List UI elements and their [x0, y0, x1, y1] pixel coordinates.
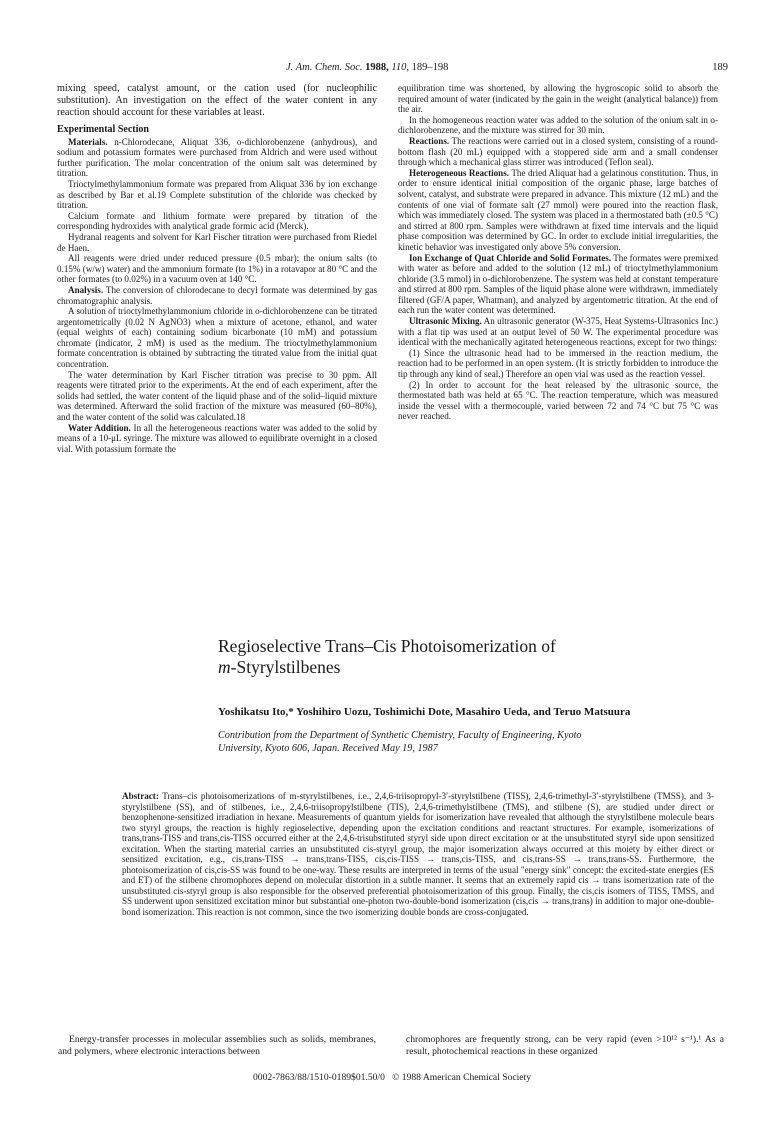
- title-line-2: [218, 657, 718, 678]
- paragraph: The water determination by Karl Fischer titration was precise to 30 ppm. All reagents were titrated prior to the experiments. At the end of each experiment, after the solids had settled, the water content of the liquid phase and of the solid–liquid mixture was determined. Afterward the solid fraction of the mixture was measured (60–80%), and the water content of the solid was calculated.18: [57, 369, 377, 423]
- journal-pages: 189–198: [411, 62, 449, 73]
- abstract-label: Abstract:: [122, 791, 159, 801]
- paragraph-materials: [57, 137, 377, 179]
- paragraph: In the homogeneous reaction water was added to the solution of the onium salt in o-dichlorobenzene, and the mixture was stirred for 30 min.: [398, 114, 718, 136]
- footer-copyright: © 1988 American Chemical Society: [392, 1072, 532, 1083]
- abstract: [122, 791, 714, 918]
- lead-paragraph: mixing speed, catalyst amount, or the cation used (for nucleophilic substitution). An investigation on the effect of the water content in any reaction should account for these variables at least.: [57, 83, 377, 118]
- affiliation: [218, 730, 698, 755]
- paragraph-text: n-Chlorodecane, Aliquat 336, o-dichlorobenzene (anhydrous), and sodium and potassium formates were purchased from Aldrich and were used without further purification. The molar concentration of the onium salt was determined by titration.: [57, 136, 377, 179]
- run-in-heading: Reactions.: [409, 135, 450, 146]
- run-in-heading: Ultrasonic Mixing.: [409, 316, 482, 327]
- paragraph: (2) In order to account for the heat released by the ultrasonic source, the thermostated bath was held at 65 °C. The reaction temperature, which was measured inside the vessel with a thermocouple, varied between 72 and 74 °C but 75 °C was never reached.: [398, 379, 718, 422]
- page-number: 189: [712, 62, 728, 73]
- title-line-1: Regioselective Trans–Cis Photoisomerization of: [218, 636, 556, 656]
- right-column: [398, 83, 718, 422]
- run-in-heading: Water Addition.: [68, 422, 131, 433]
- run-in-heading: Heterogeneous Reactions.: [409, 167, 510, 178]
- run-in-heading: Analysis.: [68, 284, 104, 295]
- article-title: [218, 636, 718, 678]
- paragraph: All reagents were dried under reduced pressure (0.5 mbar): the onium salts (to 0.15% (w/w) water) and the ammonium formate (to 1%) in a rotavapor at 80 °C and the other formates (to 0.02%) in a vacuum oven at 140 °C.: [57, 253, 377, 285]
- run-in-heading: Materials.: [68, 136, 108, 147]
- journal-reference: [286, 62, 448, 73]
- paragraph: Trioctylmethylammonium formate was prepared from Aliquat 336 by ion exchange as described by Bar et al.19 Complete substitution of the chloride was checked by titration.: [57, 178, 377, 211]
- section-heading: Experimental Section: [57, 124, 149, 135]
- journal-volume: 110,: [391, 62, 409, 73]
- abstract-text: Trans–cis photoisomerizations of m-styrylstilbenes, i.e., 2,4,6-triisopropyl-3′-styrylstilbene (TISS), 2,4,6-trimethyl-3′-styrylstilbene (TMSS), and 3-styrylstilbene (SS), and of stilbenes, i.e., 2,4,6-triisopropylstilbene (TIS), 2,4,6-trimethylstilbene (TMS), and stilbene (S), are studied under direct or benzophenone-sensitized irradiation in hexane. Measurements of quantum yields for isomerization have revealed that although the styrylstilbene molecule bears two styryl groups, the reaction is highly regioselective, depending upon the excitation conditions and reactant structures. For example, isomerizations of trans,trans-TISS and trans,cis-TISS occurred either at the 2,4,6-trisubstituted styryl side upon direct excitation or at the unsubstituted styryl side upon sensitized excitation. When the starting material carries an unsubstituted cis-styryl group, the major isomerization always occurred at this moiety by either direct or sensitized excitation, e.g., cis,trans-TISS → trans,trans-TISS, cis,cis-TISS → trans,cis-TISS, and cis,trans-SS → trans,trans-SS. Furthermore, the photoisomerization of cis,cis-SS was found to be one-way. These results are interpreted in terms of the usual "energy sink" concept: the excited-state energies (ES and ET) of the stilbene chromophores depend on molecular distortion in a subtle manner. It seems that an extremely rapid cis → trans isomerization rate of the unsubstituted cis-styryl group is also responsible for the observed preferential photoisomerization of this group. Finally, the cis,cis isomers of TISS, TMSS, and SS underwent upon sensitized excitation minor but substantial one-photon two-double-bond isomerization (cis,cis → trans,trans) in addition to major one-double-bond isomerization. This reaction is not common, since the two isomerizing double bonds are cross-conjugated.: [122, 791, 714, 918]
- run-in-heading: Ion Exchange of Quat Chloride and Solid Formates.: [409, 252, 612, 263]
- paragraph-analysis: [57, 285, 377, 306]
- paragraph-ultrasonic: [398, 316, 718, 348]
- left-column: [57, 83, 377, 454]
- journal-name: J. Am. Chem. Soc.: [286, 62, 363, 73]
- paragraph: A solution of trioctylmethylammonium chloride in o-dichlorobenzene can be titrated argentometrically (0.02 N AgNO3) when a mixture of acetone, ethanol, and water (equal weights of each) containing sodium bicarbonate (10 mM) and potassium chromate (indicator, 2 mM) is used as the medium. The trioctylmethylammonium formate concentration is obtained by subtracting the titrated value from the initial quat concentration.: [57, 306, 377, 370]
- paragraph-text: The conversion of chlorodecane to decyl formate was determined by gas chromatographic analysis.: [57, 284, 377, 306]
- paragraph: equilibration time was shortened, by allowing the hygroscopic solid to absorb the required amount of water (indicated by the gain in the weight (analytical balance)) from the air.: [398, 83, 718, 115]
- paragraph-ion-exchange: [398, 253, 718, 317]
- paragraph-text: The reactions were carried out in a closed system, consisting of a round-bottom flash (20 mL) equipped with a stoppered side arm and a small condenser through which a mechanical glass stirrer was introduced (Teflon seal).: [398, 135, 718, 168]
- paragraph-text: The formates were premixed with water as before and added to the solution (12 mL) of trioctylmethylammonium chloride (3.5 mmol) in o-dichlorobenzene. The system was held at constant temperature and stirred at 800 rpm. Samples of the liquid phase alone were withdrawn, immediately filtered (GF/A paper, Whatman), and analyzed by argentometric titration. At the end of each run the water content was determined.: [398, 252, 719, 316]
- affiliation-line-2: University, Kyoto 606, Japan. Received May 19, 1987: [218, 742, 438, 754]
- paragraph: Hydranal reagents and solvent for Karl Fischer titration were purchased from Riedel de Haen.: [57, 231, 377, 253]
- title-italic-prefix: m: [218, 657, 231, 677]
- intro-right: chromophores are frequently strong, can be very rapid (even >10¹² s⁻¹).¹ As a result, photochemical reactions in these organized: [406, 1034, 724, 1057]
- paragraph-heterogeneous: [398, 168, 718, 253]
- paragraph-water-addition: [57, 423, 377, 455]
- paragraph-reactions: [398, 136, 718, 168]
- footer: [0, 1072, 784, 1083]
- paragraph-text: In all the heterogeneous reactions water was added to the solid by means of a 10-μL syringe. The mixture was allowed to equilibrate overnight in a closed vial. With potassium formate the: [57, 422, 377, 454]
- paragraph: Calcium formate and lithium formate were prepared by titration of the corresponding hydroxides with analytical grade formic acid (Merck).: [57, 210, 377, 232]
- author-list: Yoshikatsu Ito,* Yoshihiro Uozu, Toshimichi Dote, Masahiro Ueda, and Teruo Matsuura: [218, 706, 631, 718]
- paragraph: (1) Since the ultrasonic head had to be immersed in the reaction medium, the reaction had to be performed in an open system. (It is strictly forbidden to introduce the tip through any kind of seal.) Therefore an open vial was used as the reaction vessel.: [398, 347, 718, 380]
- journal-year: 1988,: [365, 62, 389, 73]
- intro-left: Energy-transfer processes in molecular assemblies such as solids, membranes, and polymers, where electronic interactions between: [58, 1034, 376, 1057]
- footer-code: 0002-7863/88/1510-0189$01.50/0: [252, 1072, 385, 1083]
- affiliation-line-1: Contribution from the Department of Synthetic Chemistry, Faculty of Engineering, Kyoto: [218, 730, 582, 741]
- paragraph-text: An ultrasonic generator (W-375, Heat Systems-Ultrasonics Inc.) with a flat tip was used at an output level of 50 W. The experimental procedure was identical with the mechanically agitated heterogeneous reactions, except for two things:: [398, 316, 718, 348]
- paragraph-text: The dried Aliquat had a gelatinous constitution. Thus, in order to ensure identical initial composition of the organic phase, large batches of solvent, catalyst, and substrate were prepared in advance. This mixture (12 mL) and the contents of one vial of formate salt (27 mmol) were poured into the reaction flask, which was immediately closed. The system was placed in a thermostated bath (±0.5 °C) and stirred at 800 rpm. Samples were withdrawn at fixed time intervals and the liquid phase composition was determined by GC. In order to exclude initial irregularities, the kinetic behavior was investigated only above 5% conversion.: [398, 167, 718, 252]
- title-rest: -Styrylstilbenes: [230, 657, 341, 677]
